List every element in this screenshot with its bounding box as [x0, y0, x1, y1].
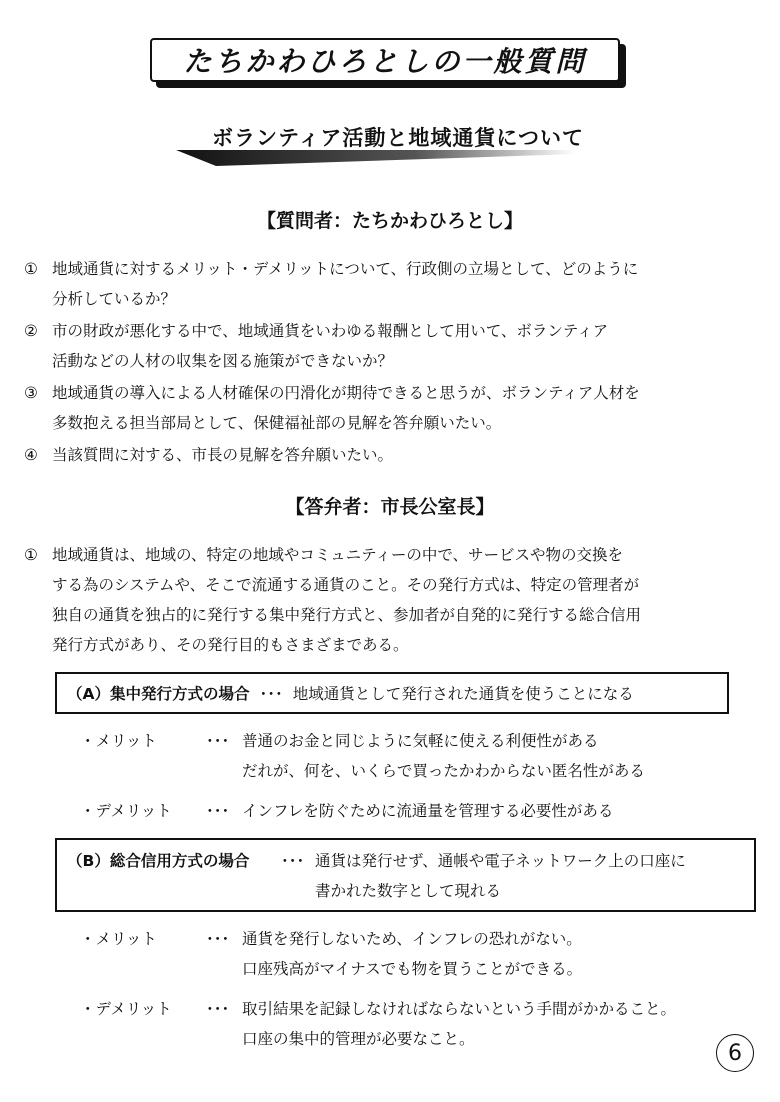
case-b-demerit-line: 取引結果を記録しなければならないという手間がかかること。 — [242, 1000, 677, 1018]
answer-line: 発行方式があり、その発行目的もさまざまである。 — [52, 636, 409, 654]
case-a-demerit-label: ・デメリット — [80, 802, 172, 820]
answer-line: する為のシステムや、そこで流通する通貨のこと。その発行方式は、特定の管理者が — [52, 576, 640, 594]
question-number: ② — [24, 322, 38, 340]
question-1 — [24, 254, 638, 284]
question-2 — [24, 316, 608, 346]
case-a-merit-line: だれが、何を、いくらで買ったかわからない匿名性がある — [242, 762, 645, 780]
case-a-label: （A）集中発行方式の場合 — [67, 685, 250, 703]
case-a-dots: ･･･ — [259, 685, 283, 703]
case-b-demerit-dots: ･･･ — [206, 1000, 230, 1018]
case-a-demerit-line: インフレを防ぐために流通量を管理する必要性がある — [242, 802, 614, 820]
answer-number: ① — [24, 546, 38, 564]
case-a-demerit-dots: ･･･ — [206, 802, 230, 820]
title-banner — [150, 38, 620, 88]
question-text: 地域通貨の導入による人材確保の円滑化が期待できると思うが、ボランティア人材を — [52, 384, 640, 402]
question-4 — [24, 440, 393, 470]
case-b-merit-label: ・メリット — [80, 930, 157, 948]
case-a-merit-label: ・メリット — [80, 732, 157, 750]
question-number: ③ — [24, 384, 38, 402]
question-text: 市の財政が悪化する中で、地域通貨をいわゆる報酬として用いて、ボランティア — [52, 322, 609, 340]
question-number: ① — [24, 260, 38, 278]
question-text: 地域通貨に対するメリット・デメリットについて、行政側の立場として、どのように — [52, 260, 639, 278]
question-3 — [24, 378, 640, 408]
case-b-merit-line: 通貨を発行しないため、インフレの恐れがない。 — [242, 930, 582, 948]
question-2-continuation: 活動などの人材の収集を図る施策ができないか？ — [52, 352, 394, 370]
case-b-label: （B）総合信用方式の場合 — [67, 852, 250, 870]
case-b-description: 通貨は発行せず、通帳や電子ネットワーク上の口座に — [315, 852, 686, 870]
question-text: 当該質問に対する、市長の見解を答弁願いたい。 — [52, 446, 394, 464]
case-b-dots: ･･･ — [281, 852, 305, 870]
question-1-continuation: 分析しているか？ — [52, 290, 177, 308]
case-b-description-continuation: 書かれた数字として現れる — [315, 882, 502, 900]
case-b-merit-line: 口座残高がマイナスでも物を買うことができる。 — [242, 960, 583, 978]
question-number: ④ — [24, 446, 38, 464]
case-a-merit-dots: ･･･ — [206, 732, 230, 750]
page-number: 6 — [716, 1034, 754, 1072]
case-b-merit-dots: ･･･ — [206, 930, 230, 948]
case-a-merit-line: 普通のお金と同じように気軽に使える利便性がある — [242, 732, 599, 750]
answer-text: 地域通貨は、地域の、特定の地域やコミュニティーの中で、サービスや物の交換を — [52, 546, 624, 564]
case-a-box — [55, 672, 729, 714]
title-box — [150, 38, 620, 82]
case-b-demerit-label: ・デメリット — [80, 1000, 172, 1018]
page-title: たちかわひろとしの一般質問 — [183, 45, 587, 78]
answer-line: 独自の通貨を独占的に発行する集中発行方式と、参加者が自発的に発行する総合信用 — [52, 606, 642, 624]
subtitle-underline — [176, 150, 576, 166]
case-b-demerit-line: 口座の集中的管理が必要なこと。 — [242, 1030, 475, 1048]
answerer-heading: 【答弁者：市長公室長】 — [285, 496, 495, 518]
case-b-box — [55, 838, 756, 912]
subtitle: ボランティア活動と地域通貨について — [212, 126, 584, 150]
questioner-heading: 【質問者：たちかわひろとし】 — [256, 210, 523, 232]
case-a-description: 地域通貨として発行された通貨を使うことになる — [292, 685, 634, 703]
answer-1 — [24, 540, 623, 570]
question-3-continuation: 多数抱える担当部局として、保健福祉部の見解を答弁願いたい。 — [52, 414, 502, 432]
